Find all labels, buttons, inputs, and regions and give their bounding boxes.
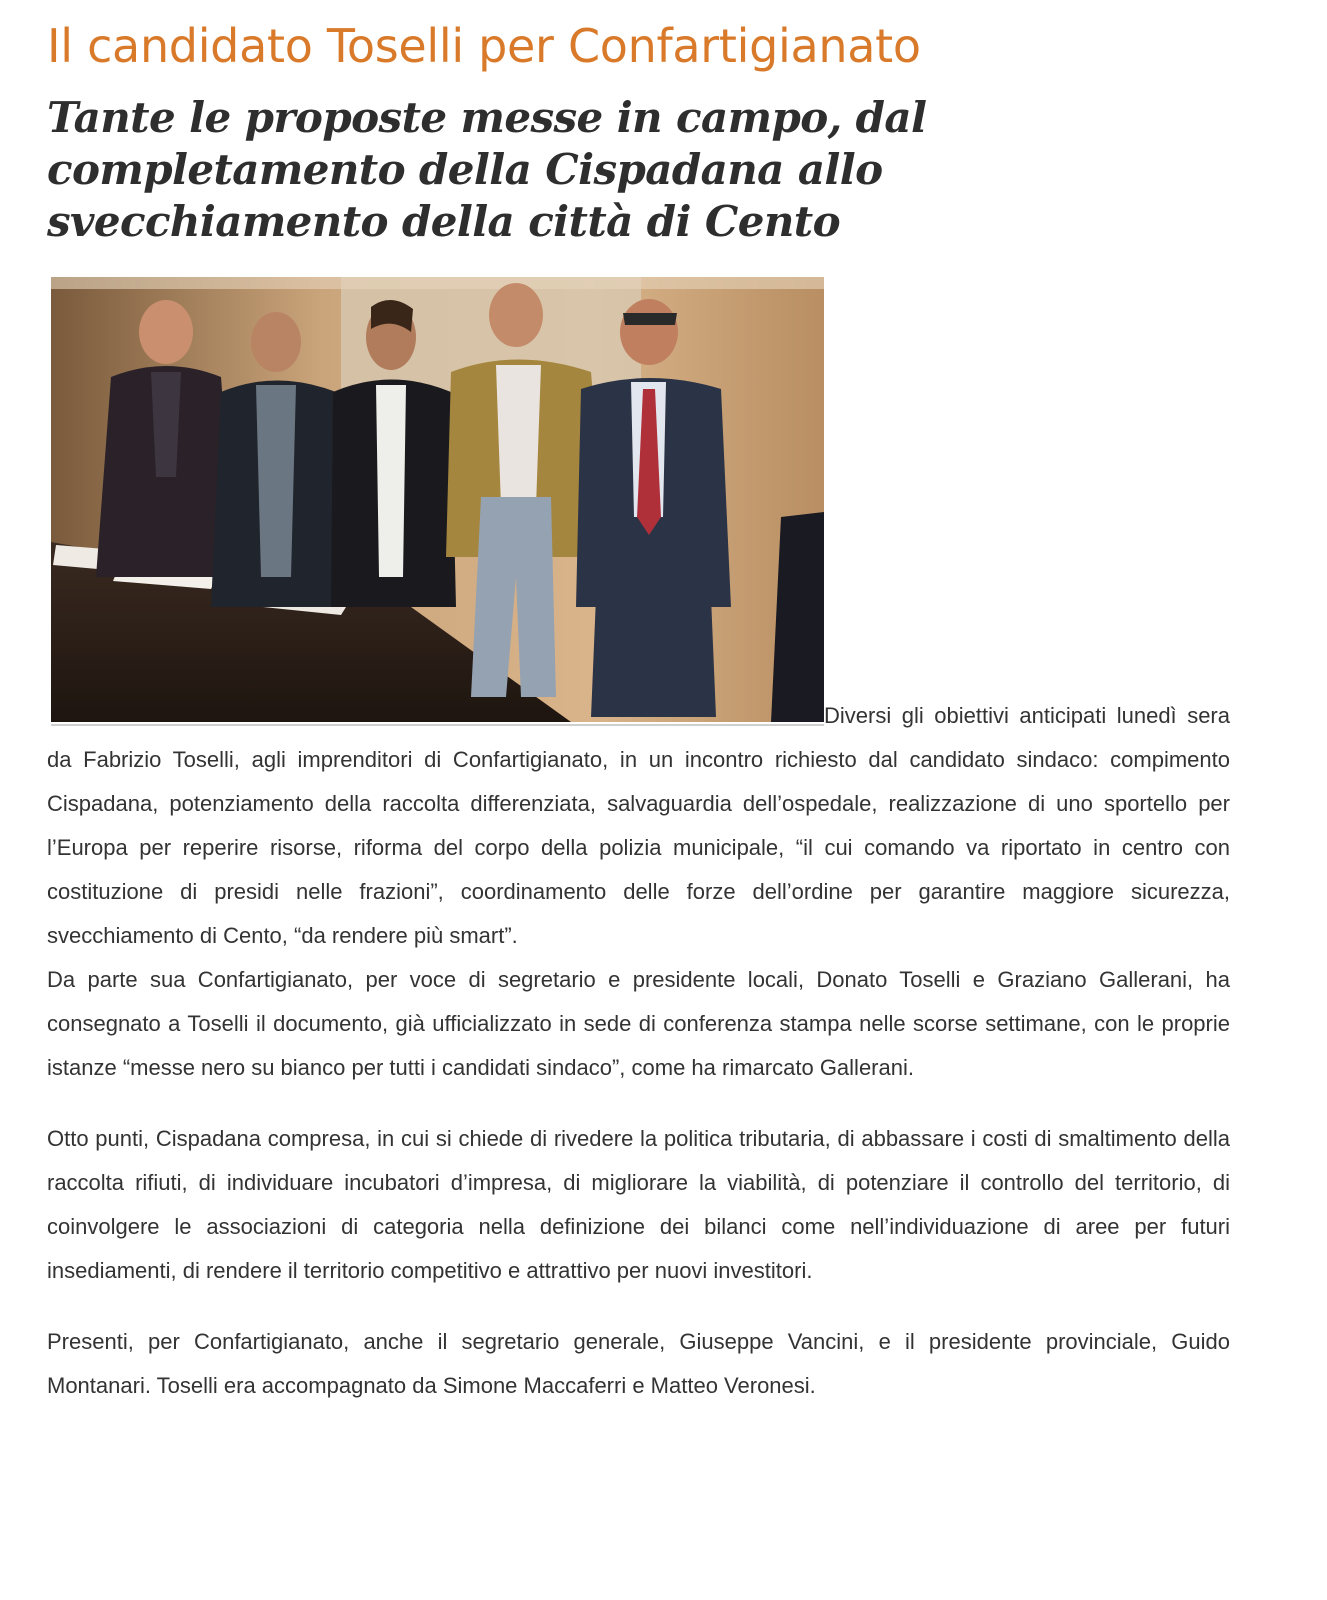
article-photo — [51, 277, 824, 726]
article-paragraph-3: Otto punti, Cispadana compresa, in cui si chiede di rivedere la politica tributaria, di abbassare i costi di smaltimento della raccolta rifiuti, di individuare incubatori d’impresa, di migliorare la viabilità, di potenziare il controllo del territorio, di coinvolgere le associazioni di categoria nella definizione dei bilanci come nell’individuazione di aree per futuri insediamenti, di rendere il territorio competitivo e attrattivo per nuovi investitori. — [47, 1126, 1230, 1283]
article-subtitle: Tante le proposte messe in campo, dal completamento della Cispadana allo svecchiamento della città di Cento — [47, 93, 927, 246]
article-body — [47, 694, 1230, 1408]
article-paragraph-4: Presenti, per Confartigianato, anche il segretario generale, Giuseppe Vancini, e il presidente provinciale, Guido Montanari. Toselli era accompagnato da Simone Maccaferri e Matteo Veronesi. — [47, 1329, 1230, 1398]
article-title: Il candidato Toselli per Confartigianato — [47, 19, 921, 73]
article-paragraph-2: Da parte sua Confartigianato, per voce di segretario e presidente locali, Donato Toselli e Graziano Gallerani, ha consegnato a Toselli il documento, già ufficializzato in sede di conferenza stampa nelle scorse settimane, con le proprie istanze “messe nero su bianco per tutti i candidati sindaco”, come ha rimarcato Gallerani. — [47, 967, 1230, 1080]
article-paragraph-1: Diversi gli obiettivi anticipati lunedì sera da Fabrizio Toselli, agli imprenditori di Confartigianato, in un incontro richiesto dal candidato sindaco: compimento Cispadana, potenziamento della raccolta differenziata, salvaguardia dell’ospedale, realizzazione di uno sportello per l’Europa per reperire risorse, riforma del corpo della polizia municipale, “il cui comando va riportato in centro con costituzione di presidi nelle frazioni”, coordinamento delle forze dell’ordine per garantire maggiore sicurezza, svecchiamento di Cento, “da rendere più smart”. — [47, 703, 1230, 948]
